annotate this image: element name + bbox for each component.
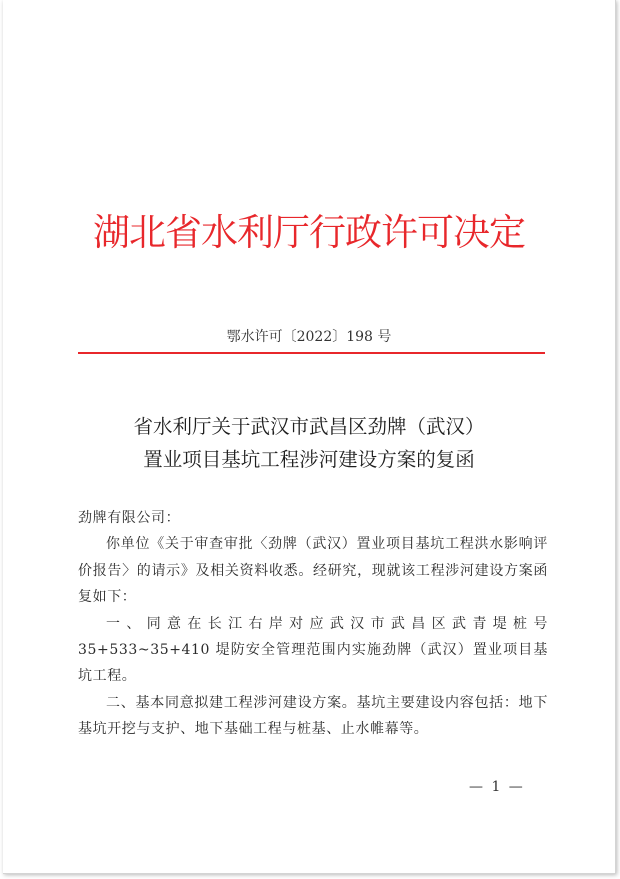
body-paragraph: 二、基本同意拟建工程涉河建设方案。基坑主要建设内容包括：地下基坑开挖与支护、地下基础工程与桩基、止水帷幕等。 [78, 694, 548, 738]
header-red-rule [78, 352, 545, 354]
addressee: 劲牌有限公司： [78, 510, 181, 526]
subject-line: 省水利厅关于武汉市武昌区劲牌（武汉） [133, 415, 485, 438]
document-page [3, 0, 616, 874]
body-paragraph: 你单位《关于审查审批〈劲牌（武汉）置业项目基坑工程洪水影响评价报告〉的请示》及相关资料收悉。经研究，现就该工程涉河建设方案函复如下： [78, 536, 548, 606]
document-body [78, 505, 548, 743]
document-subject [3, 410, 615, 476]
document-number: 鄂水许可〔2022〕198 号 [226, 329, 392, 345]
header-title: 湖北省水利厅行政许可决定 [93, 211, 525, 254]
subject-line: 置业项目基坑工程涉河建设方案的复函 [143, 448, 475, 471]
page-number: — 1 — [469, 779, 525, 795]
body-paragraph: 一、同意在长江右岸对应武汉市武昌区武青堤桩号35+533~35+410 堤防安全管理范围内实施劲牌（武汉）置业项目基坑工程。 [78, 615, 548, 685]
